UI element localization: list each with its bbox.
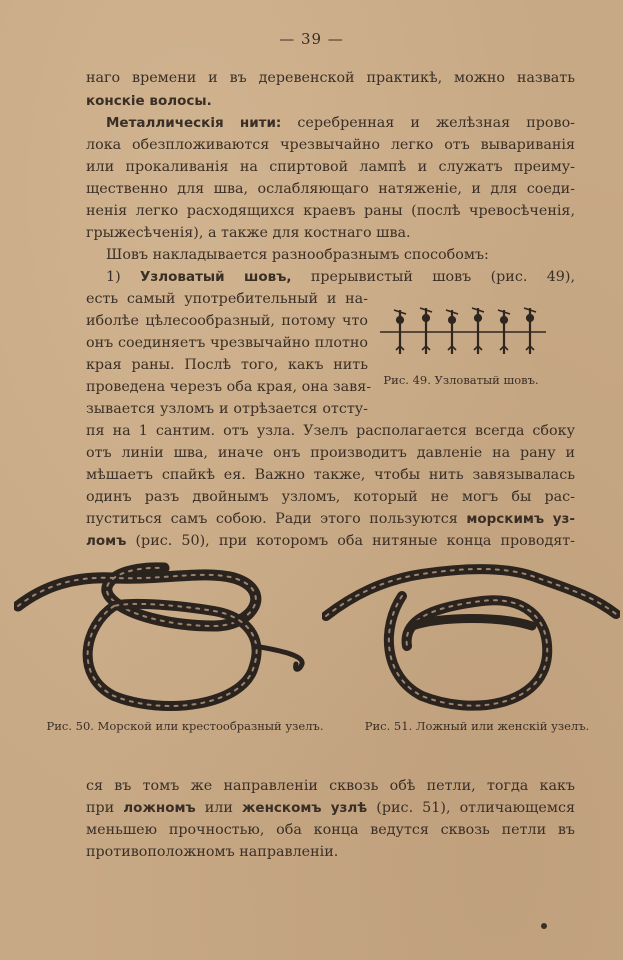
text-line: лока обезпложиваются чрезвычайно легко отъ вывариванія xyxy=(86,137,575,153)
figure-49-caption: Рис. 49. Узловатый шовъ. xyxy=(383,373,539,387)
figure-51-granny-knot xyxy=(322,556,620,716)
text-span: 1) xyxy=(106,269,121,285)
text-span: серебренная и желѣзная прово- xyxy=(297,115,576,131)
bold-term: Узловатый шовъ, xyxy=(140,269,292,285)
text-span: прерывистый шовъ (рис. 49), xyxy=(310,269,576,285)
rope-upper xyxy=(326,569,616,616)
text-line xyxy=(106,267,575,287)
text-line: ненія легко расходящихся краевъ раны (послѣ чревосѣченія, xyxy=(86,203,575,219)
figure-50-caption: Рис. 50. Морской или крестообразный узелъ. xyxy=(46,719,324,733)
text-line: края раны. Послѣ того, какъ нить xyxy=(86,357,368,373)
bold-term: морскимъ уз- xyxy=(466,511,575,527)
text-line: проведена черезъ оба края, она завя- xyxy=(86,379,372,395)
figure-51-caption: Рис. 51. Ложный или женскій узелъ. xyxy=(364,719,590,733)
text-line: одинъ разъ двойнымъ узломъ, который не могъ бы рас- xyxy=(86,489,575,505)
text-line: или прокаливанія на спиртовой лампѣ и служатъ преиму- xyxy=(86,159,575,175)
text-line: ся въ томъ же направленіи сквозь обѣ петли, тогда какъ xyxy=(86,778,575,794)
suture-stitches xyxy=(394,308,536,354)
text-line xyxy=(86,531,575,551)
bold-term: женскомъ узлѣ xyxy=(241,800,368,816)
text-line: противоположномъ направленіи. xyxy=(86,844,339,860)
page-number: — 39 — xyxy=(279,30,344,48)
text-line xyxy=(86,509,575,529)
rope-crossing xyxy=(412,619,532,627)
text-span: (рис. 50), при которомъ оба нитяные конца проводят- xyxy=(135,533,576,549)
bold-term: Металлическія нити: xyxy=(106,115,282,131)
text-line: грыжесѣченія), а также для костнаго шва. xyxy=(86,225,411,241)
ink-dot xyxy=(541,923,547,929)
text-span: (рис. 51), отличающемся xyxy=(376,800,576,816)
rope-lower-loop xyxy=(389,596,547,706)
figure-49-interrupted-suture xyxy=(378,300,550,362)
bold-term: ломъ xyxy=(86,533,127,549)
rope-end xyxy=(254,646,302,669)
bold-term: конскіе волосы. xyxy=(86,93,212,109)
text-line: наго времени и въ деревенской практикѣ, можно назвать xyxy=(86,70,575,86)
text-line: есть самый употребительный и на- xyxy=(86,291,368,307)
text-line xyxy=(86,798,575,818)
bold-term: ложномъ xyxy=(123,800,196,816)
text-line: иболѣе цѣлесообразный, потому что xyxy=(86,313,368,329)
text-span: пуститься самъ собою. Ради этого пользуются xyxy=(86,511,458,527)
figure-50-reef-knot xyxy=(14,556,314,716)
text-line: пя на 1 сантим. отъ узла. Узелъ располагается всегда сбоку xyxy=(86,423,575,439)
text-span: или xyxy=(204,800,233,816)
text-line xyxy=(106,113,575,133)
text-span: при xyxy=(86,800,115,816)
text-line: зывается узломъ и отрѣзается отсту- xyxy=(86,401,368,417)
text-line: Шовъ накладывается разнообразнымъ способомъ: xyxy=(106,247,489,263)
text-line: онъ соединяетъ чрезвычайно плотно xyxy=(86,335,368,351)
text-line: меньшею прочностью, оба конца ведутся сквозь петли въ xyxy=(86,822,575,838)
text-line: отъ линіи шва, иначе онъ производитъ давленіе на рану и xyxy=(86,445,575,461)
text-line: мѣшаетъ спайкѣ ея. Важно также, чтобы нить завязывалась xyxy=(86,467,575,483)
text-line xyxy=(86,91,212,111)
text-line: щественно для шва, ослабляющаго натяженіе, и для соеди- xyxy=(86,181,575,197)
